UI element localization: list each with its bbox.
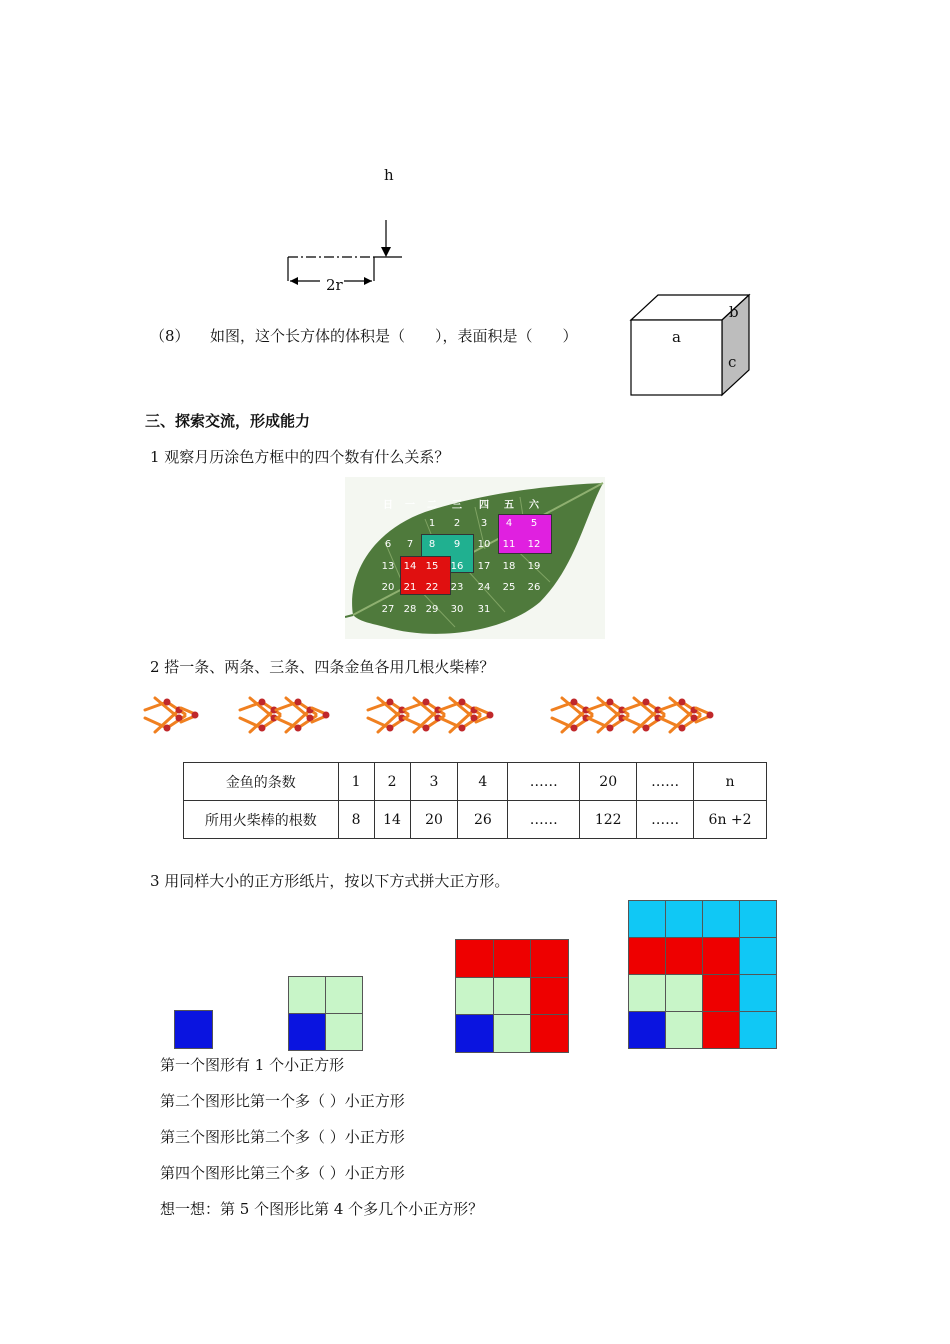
square-tile-red	[702, 974, 740, 1012]
table-cell: ……	[637, 763, 694, 801]
table-cell: 20	[580, 763, 637, 801]
square-tile-blue	[174, 1010, 213, 1049]
calendar-day: 16	[450, 560, 464, 572]
calendar-day: 13	[381, 560, 395, 572]
calendar-day: 30	[450, 603, 464, 615]
square-tile-green	[455, 977, 494, 1016]
square-tile-green	[325, 976, 363, 1014]
match-head	[679, 699, 686, 706]
match-head	[643, 725, 650, 732]
matchstick-goldfish-figures	[140, 688, 750, 740]
square-tile-cyan	[739, 900, 777, 938]
match-head	[423, 699, 430, 706]
match-head	[295, 699, 302, 706]
square-tile-cyan	[702, 900, 740, 938]
calendar-day: 31	[477, 603, 491, 615]
square-tile-blue	[455, 1014, 494, 1053]
calendar-day: 22	[425, 582, 439, 593]
square-tile-green	[493, 977, 532, 1016]
square-tile-green	[665, 1011, 703, 1049]
square-tile-cyan	[739, 974, 777, 1012]
calendar-weekday: 五	[504, 500, 514, 511]
calendar-day: 23	[450, 582, 464, 593]
q2-text: 2 搭一条、两条、三条、四条金鱼各用几根火柴棒？	[150, 658, 495, 676]
match-head	[387, 725, 394, 732]
table-cell: 6n +2	[694, 801, 767, 839]
table-cell: 20	[410, 801, 458, 839]
calendar-weekday: 六	[529, 500, 539, 511]
square-tile-green	[325, 1013, 363, 1051]
table-cell: 14	[374, 801, 410, 839]
square-tile-cyan	[739, 937, 777, 975]
calendar-day: 15	[425, 560, 439, 572]
calendar-weekday: 二	[427, 500, 437, 511]
calendar-day: 7	[406, 539, 414, 550]
square-tile-cyan	[628, 900, 666, 938]
table-cell: ……	[637, 801, 694, 839]
calendar-day: 24	[477, 582, 491, 593]
square-tile-blue	[628, 1011, 666, 1049]
calendar-weekday: 日	[383, 500, 393, 511]
calendar-day: 14	[403, 560, 417, 572]
square-tile-red	[530, 939, 569, 978]
goldfish-table	[183, 762, 767, 839]
match-head	[459, 725, 466, 732]
table-cell: ……	[508, 801, 580, 839]
calendar-weekday: 四	[479, 500, 489, 511]
table-cell: 3	[410, 763, 458, 801]
calendar-weekday: 三	[452, 500, 462, 511]
match-head	[259, 699, 266, 706]
square-tile-red	[702, 937, 740, 975]
square-tile-green	[493, 1014, 532, 1053]
match-head	[571, 725, 578, 732]
square-tile-cyan	[665, 900, 703, 938]
table-cell: 所用火柴棒的根数	[184, 801, 339, 839]
calendar-day: 18	[502, 560, 516, 572]
match-head	[607, 699, 614, 706]
match-head	[459, 699, 466, 706]
square-tile-red	[530, 1014, 569, 1053]
table-cell: ……	[508, 763, 580, 801]
calendar-day: 3	[480, 517, 488, 529]
calendar-day: 5	[530, 517, 538, 529]
table-cell: 8	[338, 801, 374, 839]
calendar-day: 27	[381, 603, 395, 615]
square-tile-red	[702, 1011, 740, 1049]
q3-line-4: 第四个图形比第三个多（ ）小正方形	[160, 1164, 405, 1182]
square-tile-blue	[288, 1013, 326, 1051]
match-head	[387, 699, 394, 706]
cuboid-label-a: a	[672, 328, 681, 346]
table-row-match-count	[184, 801, 767, 839]
section-3-title: 三、探索交流，形成能力	[145, 412, 311, 430]
match-head	[164, 725, 171, 732]
table-cell: 4	[458, 763, 508, 801]
cuboid-label-b: b	[729, 303, 739, 321]
calendar-day: 19	[527, 560, 541, 572]
match-head	[487, 712, 494, 719]
q3-line-2: 第二个图形比第一个多（ ）小正方形	[160, 1092, 405, 1110]
question-8-text: 如图，这个长方体的体积是（ ），表面积是（ ）	[210, 327, 578, 345]
square-tile-red	[628, 937, 666, 975]
calendar-day: 8	[428, 539, 436, 550]
q3-line-1: 第一个图形有 1 个小正方形	[160, 1056, 345, 1074]
square-tile-green	[628, 974, 666, 1012]
calendar-day: 25	[502, 582, 516, 593]
2r-label: 2r	[326, 276, 343, 294]
calendar-weekday: 一	[405, 500, 415, 511]
match-head	[259, 725, 266, 732]
calendar-day: 6	[384, 539, 392, 550]
h-label: h	[384, 166, 394, 184]
cylinder-dimension-diagram	[280, 215, 410, 295]
calendar-day: 4	[505, 517, 513, 529]
q1-text: 1 观察月历涂色方框中的四个数有什么关系？	[150, 448, 450, 466]
table-cell: 1	[338, 763, 374, 801]
calendar-day: 2	[453, 517, 461, 529]
calendar-day: 20	[381, 582, 395, 593]
match-head	[607, 725, 614, 732]
calendar-day: 26	[527, 582, 541, 593]
square-tile-red	[665, 937, 703, 975]
square-tile-cyan	[739, 1011, 777, 1049]
match-head	[192, 712, 199, 719]
square-tile-red	[493, 939, 532, 978]
square-tile-green	[288, 976, 326, 1014]
calendar-day: 29	[425, 603, 439, 615]
calendar-day: 10	[477, 539, 491, 550]
table-cell: 2	[374, 763, 410, 801]
match-head	[323, 712, 330, 719]
q3-line-3: 第三个图形比第二个多（ ）小正方形	[160, 1128, 405, 1146]
match-head	[643, 699, 650, 706]
match-head	[164, 699, 171, 706]
question-8-number: （8）	[150, 327, 190, 345]
calendar-day: 1	[428, 517, 436, 529]
table-cell: 122	[580, 801, 637, 839]
table-cell: 金鱼的条数	[184, 763, 339, 801]
q3-line-5: 想一想：第 5 个图形比第 4 个多几个小正方形？	[160, 1200, 484, 1218]
calendar-day: 28	[403, 603, 417, 615]
square-tile-green	[665, 974, 703, 1012]
calendar-day: 21	[403, 582, 417, 593]
leaf-calendar	[345, 477, 605, 639]
table-row-fish-count	[184, 763, 767, 801]
table-cell: 26	[458, 801, 508, 839]
calendar-day: 12	[527, 539, 541, 550]
table-cell: n	[694, 763, 767, 801]
calendar-day: 9	[453, 539, 461, 550]
match-head	[295, 725, 302, 732]
match-head	[423, 725, 430, 732]
match-head	[679, 725, 686, 732]
square-tile-red	[530, 977, 569, 1016]
calendar-day: 17	[477, 560, 491, 572]
match-head	[571, 699, 578, 706]
cuboid-label-c: c	[728, 353, 737, 371]
match-head	[707, 712, 714, 719]
calendar-day: 11	[502, 539, 516, 550]
q3-text: 3 用同样大小的正方形纸片，按以下方式拼大正方形。	[150, 872, 510, 890]
square-tile-red	[455, 939, 494, 978]
